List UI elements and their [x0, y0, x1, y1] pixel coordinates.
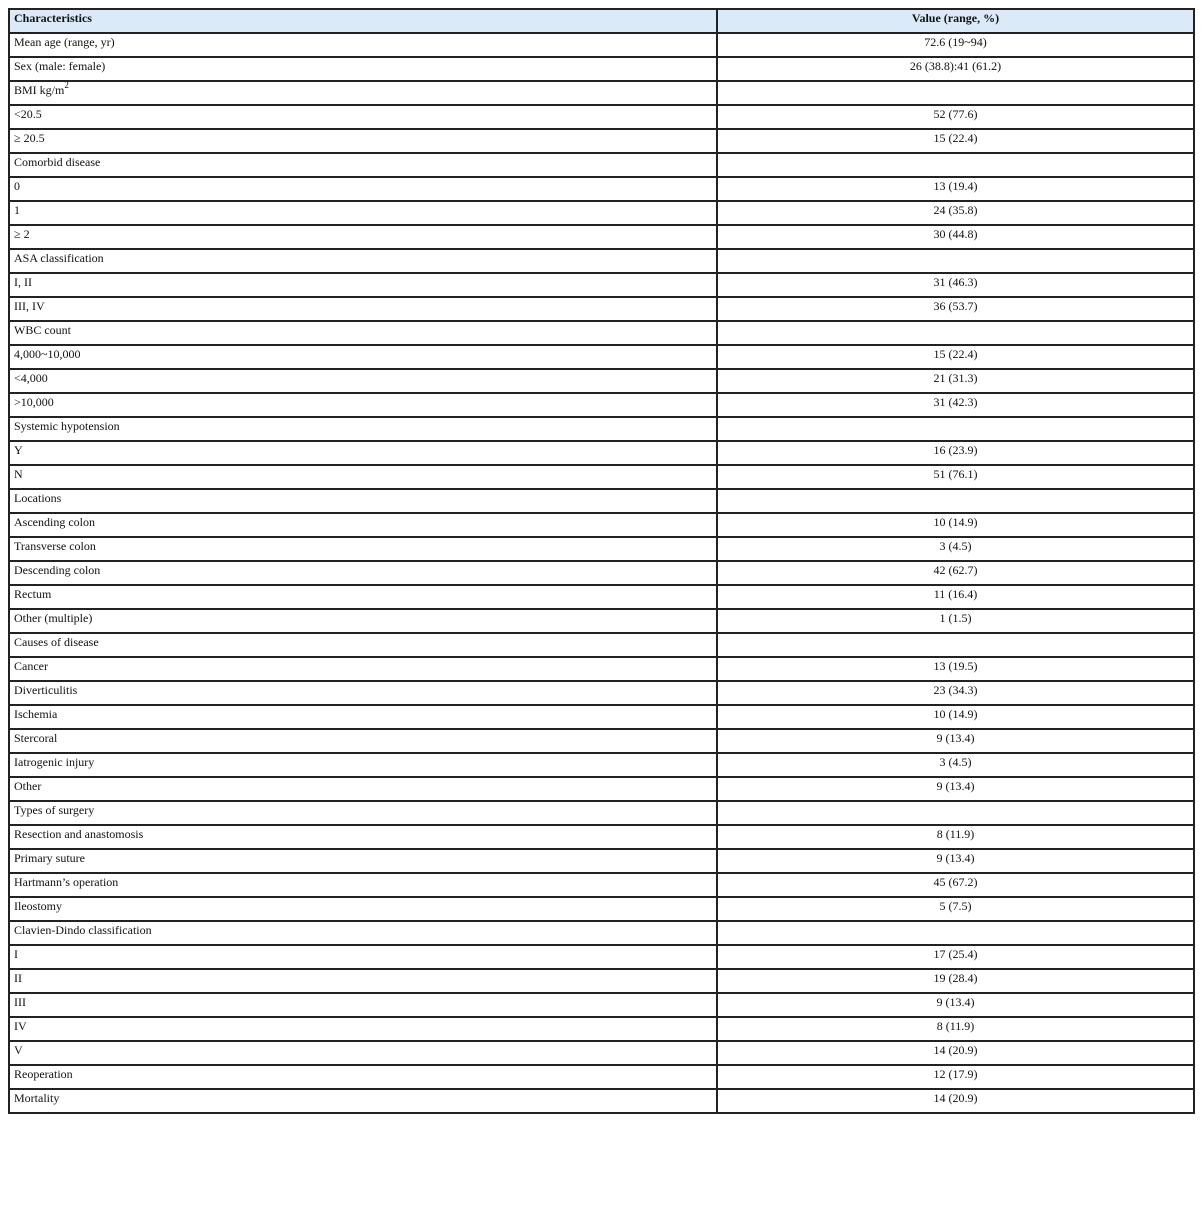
row-value: 13 (19.4)	[717, 177, 1194, 201]
row-label-text: Primary suture	[14, 851, 85, 865]
row-label-text: <20.5	[14, 107, 42, 121]
row-label	[9, 633, 717, 657]
row-value	[717, 489, 1194, 513]
row-value: 3 (4.5)	[717, 753, 1194, 777]
row-label	[9, 153, 717, 177]
row-value: 17 (25.4)	[717, 945, 1194, 969]
row-value: 51 (76.1)	[717, 465, 1194, 489]
row-label	[9, 249, 717, 273]
table-row	[9, 177, 1194, 201]
row-label	[9, 345, 717, 369]
row-label-text: III, IV	[14, 299, 45, 313]
row-value: 8 (11.9)	[717, 1017, 1194, 1041]
table-row	[9, 465, 1194, 489]
row-value	[717, 921, 1194, 945]
row-label-text: Systemic hypotension	[14, 419, 120, 433]
row-value: 36 (53.7)	[717, 297, 1194, 321]
row-label-text: Reoperation	[14, 1067, 73, 1081]
row-label-text: Mortality	[14, 1091, 60, 1105]
table-row	[9, 705, 1194, 729]
row-label-text: Comorbid disease	[14, 155, 101, 169]
row-label-text: Diverticulitis	[14, 683, 78, 697]
table-row	[9, 225, 1194, 249]
table-row	[9, 129, 1194, 153]
table-row	[9, 417, 1194, 441]
table-row	[9, 1089, 1194, 1113]
table-body	[9, 33, 1194, 1113]
table-row	[9, 585, 1194, 609]
row-label	[9, 201, 717, 225]
row-label	[9, 729, 717, 753]
table-row	[9, 321, 1194, 345]
table-row	[9, 1017, 1194, 1041]
row-value: 14 (20.9)	[717, 1041, 1194, 1065]
row-label	[9, 393, 717, 417]
row-label-superscript: 2	[64, 81, 69, 90]
table-row	[9, 633, 1194, 657]
row-label	[9, 57, 717, 81]
row-value	[717, 801, 1194, 825]
row-label-text: 0	[14, 179, 20, 193]
table-row	[9, 849, 1194, 873]
row-label-text: Ischemia	[14, 707, 58, 721]
table-row	[9, 681, 1194, 705]
row-label-text: <4,000	[14, 371, 48, 385]
row-label-text: Ileostomy	[14, 899, 62, 913]
table-row	[9, 753, 1194, 777]
table-row	[9, 1065, 1194, 1089]
row-label-text: ASA classification	[14, 251, 104, 265]
table-row	[9, 201, 1194, 225]
table-row	[9, 57, 1194, 81]
row-label-text: WBC count	[14, 323, 71, 337]
row-label	[9, 849, 717, 873]
row-label-text: Iatrogenic injury	[14, 755, 95, 769]
row-label-text: Rectum	[14, 587, 52, 601]
row-label-text: Hartmann’s operation	[14, 875, 119, 889]
table-row	[9, 609, 1194, 633]
header-row	[9, 9, 1194, 33]
row-label	[9, 753, 717, 777]
row-label	[9, 321, 717, 345]
characteristics-table	[8, 8, 1195, 1114]
row-label-text: Y	[14, 443, 23, 457]
row-label	[9, 489, 717, 513]
table-row	[9, 249, 1194, 273]
row-label	[9, 657, 717, 681]
row-value: 9 (13.4)	[717, 729, 1194, 753]
row-value: 31 (46.3)	[717, 273, 1194, 297]
row-label-text: IV	[14, 1019, 27, 1033]
row-label-text: I	[14, 947, 18, 961]
row-value: 9 (13.4)	[717, 993, 1194, 1017]
row-label-text: Transverse colon	[14, 539, 96, 553]
table-row	[9, 81, 1194, 105]
table-row	[9, 561, 1194, 585]
row-label	[9, 1017, 717, 1041]
table-row	[9, 777, 1194, 801]
row-label-text: III	[14, 995, 26, 1009]
row-value: 23 (34.3)	[717, 681, 1194, 705]
table-row	[9, 537, 1194, 561]
row-label	[9, 921, 717, 945]
table-row	[9, 969, 1194, 993]
table-header	[9, 9, 1194, 33]
row-value: 24 (35.8)	[717, 201, 1194, 225]
row-value: 1 (1.5)	[717, 609, 1194, 633]
row-label	[9, 441, 717, 465]
row-value: 15 (22.4)	[717, 129, 1194, 153]
row-value	[717, 633, 1194, 657]
row-label-text: 1	[14, 203, 20, 217]
row-label	[9, 537, 717, 561]
row-value	[717, 321, 1194, 345]
row-value: 5 (7.5)	[717, 897, 1194, 921]
row-value: 12 (17.9)	[717, 1065, 1194, 1089]
row-label-text: Other	[14, 779, 42, 793]
row-value: 31 (42.3)	[717, 393, 1194, 417]
row-label-text: Descending colon	[14, 563, 101, 577]
row-label	[9, 129, 717, 153]
table-row	[9, 921, 1194, 945]
row-label-text: ≥ 2	[14, 227, 30, 241]
table-row	[9, 369, 1194, 393]
table-row	[9, 801, 1194, 825]
row-label	[9, 1041, 717, 1065]
row-label-text: Ascending colon	[14, 515, 95, 529]
table-row	[9, 897, 1194, 921]
row-value: 52 (77.6)	[717, 105, 1194, 129]
table-row	[9, 657, 1194, 681]
table-row	[9, 297, 1194, 321]
header-characteristics: Characteristics	[9, 9, 717, 33]
row-label	[9, 177, 717, 201]
row-label	[9, 33, 717, 57]
table-row	[9, 825, 1194, 849]
row-label	[9, 897, 717, 921]
row-value: 11 (16.4)	[717, 585, 1194, 609]
row-value: 14 (20.9)	[717, 1089, 1194, 1113]
row-label	[9, 369, 717, 393]
row-label	[9, 705, 717, 729]
table-row	[9, 729, 1194, 753]
table-row	[9, 1041, 1194, 1065]
row-label-text: >10,000	[14, 395, 54, 409]
row-label	[9, 561, 717, 585]
row-label	[9, 1065, 717, 1089]
row-label	[9, 681, 717, 705]
row-label	[9, 945, 717, 969]
row-label	[9, 81, 717, 105]
row-label	[9, 777, 717, 801]
row-value	[717, 417, 1194, 441]
row-value: 30 (44.8)	[717, 225, 1194, 249]
row-label-text: Mean age (range, yr)	[14, 35, 115, 49]
row-value: 21 (31.3)	[717, 369, 1194, 393]
row-label	[9, 273, 717, 297]
table-row	[9, 489, 1194, 513]
row-value: 9 (13.4)	[717, 777, 1194, 801]
row-label-text: 4,000~10,000	[14, 347, 81, 361]
table-row	[9, 273, 1194, 297]
row-label	[9, 993, 717, 1017]
row-label	[9, 825, 717, 849]
row-label-text: II	[14, 971, 22, 985]
row-value	[717, 153, 1194, 177]
row-label-text: ≥ 20.5	[14, 131, 45, 145]
row-label	[9, 969, 717, 993]
row-value: 10 (14.9)	[717, 513, 1194, 537]
row-label	[9, 105, 717, 129]
row-label-text: Resection and anastomosis	[14, 827, 144, 841]
row-label-text: Types of surgery	[14, 803, 95, 817]
row-label	[9, 1089, 717, 1113]
row-label	[9, 873, 717, 897]
row-label-text: Causes of disease	[14, 635, 99, 649]
row-label	[9, 417, 717, 441]
header-value: Value (range, %)	[717, 9, 1194, 33]
row-value: 15 (22.4)	[717, 345, 1194, 369]
row-label	[9, 801, 717, 825]
table-row	[9, 993, 1194, 1017]
row-value: 13 (19.5)	[717, 657, 1194, 681]
row-value: 10 (14.9)	[717, 705, 1194, 729]
row-value: 3 (4.5)	[717, 537, 1194, 561]
row-label-text: V	[14, 1043, 23, 1057]
row-label	[9, 465, 717, 489]
row-label	[9, 225, 717, 249]
table-row	[9, 393, 1194, 417]
row-label-text: BMI kg/m	[14, 83, 65, 97]
row-label-text: Clavien-Dindo classification	[14, 923, 152, 937]
row-value: 26 (38.8):41 (61.2)	[717, 57, 1194, 81]
row-label	[9, 585, 717, 609]
row-value	[717, 81, 1194, 105]
row-label-text: I, II	[14, 275, 32, 289]
row-value: 8 (11.9)	[717, 825, 1194, 849]
row-label-text: Stercoral	[14, 731, 58, 745]
row-value: 45 (67.2)	[717, 873, 1194, 897]
row-label	[9, 513, 717, 537]
table-row	[9, 105, 1194, 129]
table-row	[9, 873, 1194, 897]
row-label-text: Sex (male: female)	[14, 59, 106, 73]
row-value: 72.6 (19~94)	[717, 33, 1194, 57]
row-label-text: N	[14, 467, 23, 481]
table-row	[9, 513, 1194, 537]
table-row	[9, 945, 1194, 969]
row-value: 42 (62.7)	[717, 561, 1194, 585]
row-label-text: Cancer	[14, 659, 48, 673]
table-row	[9, 33, 1194, 57]
row-label-text: Locations	[14, 491, 62, 505]
row-label	[9, 609, 717, 633]
row-value	[717, 249, 1194, 273]
row-value: 16 (23.9)	[717, 441, 1194, 465]
table-row	[9, 153, 1194, 177]
row-value: 9 (13.4)	[717, 849, 1194, 873]
table-row	[9, 345, 1194, 369]
row-label	[9, 297, 717, 321]
row-value: 19 (28.4)	[717, 969, 1194, 993]
row-label-text: Other (multiple)	[14, 611, 93, 625]
table-row	[9, 441, 1194, 465]
